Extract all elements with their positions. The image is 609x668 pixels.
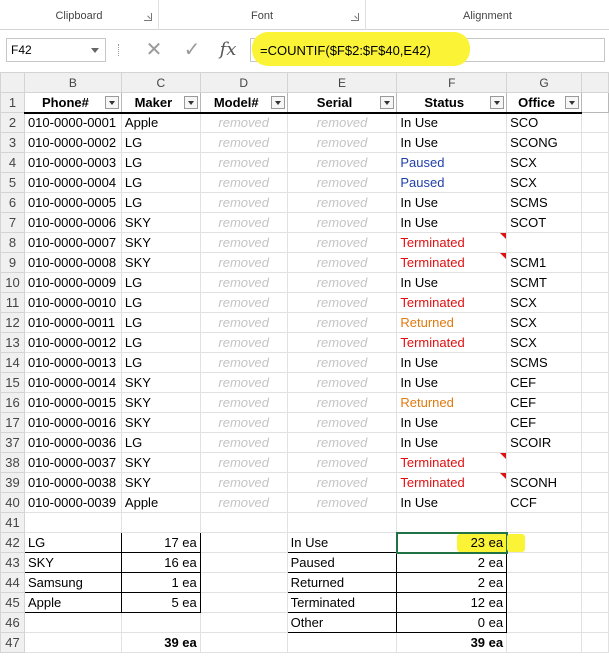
maker-total[interactable]: 39 ea xyxy=(121,633,200,653)
office-cell[interactable]: SCONH xyxy=(507,473,582,493)
table-row xyxy=(1,253,609,273)
maker-cell[interactable]: LG xyxy=(121,273,200,293)
cell[interactable] xyxy=(582,593,609,613)
model-cell[interactable]: removed xyxy=(200,253,287,273)
office-cell[interactable]: SCX xyxy=(507,293,582,313)
office-cell[interactable]: SCX xyxy=(507,153,582,173)
maker-cell[interactable]: LG xyxy=(121,173,200,193)
maker-cell[interactable]: SKY xyxy=(121,213,200,233)
summary-maker-label[interactable] xyxy=(24,613,121,633)
worksheet-table xyxy=(0,72,609,653)
column-header-c[interactable]: C xyxy=(121,73,200,93)
summary-maker-count[interactable]: 1 ea xyxy=(121,573,200,593)
office-cell[interactable]: CEF xyxy=(507,393,582,413)
office-cell[interactable]: SCOIR xyxy=(507,433,582,453)
cell[interactable] xyxy=(582,353,609,373)
status-cell[interactable]: Terminated xyxy=(397,333,507,353)
status-cell[interactable]: Paused xyxy=(397,153,507,173)
table-row xyxy=(1,333,609,353)
summary-status-label[interactable]: Terminated xyxy=(287,593,397,613)
row-header[interactable]: 38 xyxy=(1,453,25,473)
serial-cell[interactable]: removed xyxy=(287,173,397,193)
cell[interactable] xyxy=(507,613,582,633)
summary-row xyxy=(1,553,609,573)
header-serial[interactable] xyxy=(287,93,397,113)
summary-maker-count[interactable]: 17 ea xyxy=(121,533,200,553)
spreadsheet-grid xyxy=(0,72,609,668)
row-header[interactable]: 6 xyxy=(1,193,25,213)
table-row xyxy=(1,213,609,233)
summary-row xyxy=(1,573,609,593)
cell[interactable] xyxy=(507,593,582,613)
table-row xyxy=(1,113,609,133)
summary-maker-count[interactable]: 16 ea xyxy=(121,553,200,573)
cell[interactable] xyxy=(507,573,582,593)
summary-maker-label[interactable]: SKY xyxy=(24,553,121,573)
cell[interactable] xyxy=(582,153,609,173)
status-cell[interactable]: In Use xyxy=(397,353,507,373)
column-header-d[interactable]: D xyxy=(200,73,287,93)
model-cell[interactable]: removed xyxy=(200,493,287,513)
status-cell[interactable]: Terminated xyxy=(397,473,507,493)
header-model[interactable] xyxy=(200,93,287,113)
column-header-e[interactable]: E xyxy=(287,73,397,93)
serial-cell[interactable]: removed xyxy=(287,413,397,433)
phone-cell[interactable]: 010-0000-0037 xyxy=(24,453,121,473)
cell[interactable] xyxy=(200,613,287,633)
model-cell[interactable]: removed xyxy=(200,393,287,413)
summary-total-row xyxy=(1,633,609,653)
chevron-down-icon[interactable] xyxy=(91,48,99,53)
cell[interactable] xyxy=(507,553,582,573)
filter-dropdown-icon[interactable] xyxy=(490,96,504,109)
cell[interactable] xyxy=(582,193,609,213)
cell-highlight xyxy=(507,534,525,552)
maker-cell[interactable]: SKY xyxy=(121,253,200,273)
status-cell[interactable]: In Use xyxy=(397,373,507,393)
table-row xyxy=(1,313,609,333)
header-phone[interactable] xyxy=(24,93,121,113)
row-header[interactable]: 2 xyxy=(1,113,25,133)
row-header[interactable]: 45 xyxy=(1,593,25,613)
cell[interactable] xyxy=(200,513,287,533)
phone-cell[interactable]: 010-0000-0003 xyxy=(24,153,121,173)
maker-cell[interactable]: SKY xyxy=(121,453,200,473)
row-header[interactable]: 8 xyxy=(1,233,25,253)
table-row xyxy=(1,133,609,153)
column-header-g[interactable]: G xyxy=(507,73,582,93)
summary-maker-label[interactable]: Samsung xyxy=(24,573,121,593)
status-cell[interactable]: Terminated xyxy=(397,453,507,473)
model-cell[interactable]: removed xyxy=(200,213,287,233)
table-row xyxy=(1,233,609,253)
header-label: Office xyxy=(518,94,555,110)
summary-status-label[interactable]: Paused xyxy=(287,553,397,573)
phone-cell[interactable]: 010-0000-0002 xyxy=(24,133,121,153)
office-cell[interactable]: CEF xyxy=(507,373,582,393)
cell[interactable] xyxy=(582,113,609,133)
phone-cell[interactable]: 010-0000-0007 xyxy=(24,233,121,253)
cancel-icon[interactable]: ✕ xyxy=(145,39,163,61)
cell[interactable] xyxy=(582,273,609,293)
cell[interactable] xyxy=(582,413,609,433)
cell[interactable] xyxy=(582,333,609,353)
serial-cell[interactable]: removed xyxy=(287,313,397,333)
maker-cell[interactable]: LG xyxy=(121,353,200,373)
header-label: Phone# xyxy=(41,94,89,110)
model-cell[interactable]: removed xyxy=(200,233,287,253)
summary-maker-count[interactable]: 5 ea xyxy=(121,593,200,613)
office-cell[interactable]: SCMS xyxy=(507,353,582,373)
model-cell[interactable]: removed xyxy=(200,433,287,453)
serial-cell[interactable]: removed xyxy=(287,393,397,413)
model-cell[interactable]: removed xyxy=(200,153,287,173)
phone-cell[interactable]: 010-0000-0004 xyxy=(24,173,121,193)
office-cell[interactable]: SCONG xyxy=(507,133,582,153)
summary-status-label[interactable]: In Use xyxy=(287,533,397,553)
column-header-h[interactable] xyxy=(582,73,609,93)
cell[interactable] xyxy=(200,633,287,653)
maker-cell[interactable]: LG xyxy=(121,153,200,173)
cell[interactable] xyxy=(582,533,609,553)
formula-text[interactable]: =COUNTIF($F$2:$F$40,E42) xyxy=(260,43,431,58)
row-header[interactable]: 17 xyxy=(1,413,25,433)
serial-cell[interactable]: removed xyxy=(287,213,397,233)
cell[interactable] xyxy=(507,533,582,553)
row-header[interactable]: 1 xyxy=(1,93,25,113)
name-box[interactable] xyxy=(6,38,106,62)
status-cell[interactable]: Terminated xyxy=(397,233,507,253)
cell[interactable] xyxy=(397,513,507,533)
cell[interactable] xyxy=(121,513,200,533)
phone-cell[interactable]: 010-0000-0010 xyxy=(24,293,121,313)
serial-cell[interactable]: removed xyxy=(287,433,397,453)
cell[interactable] xyxy=(582,493,609,513)
status-cell[interactable]: Returned xyxy=(397,313,507,333)
model-cell[interactable]: removed xyxy=(200,453,287,473)
row-header[interactable]: 44 xyxy=(1,573,25,593)
ribbon xyxy=(0,0,609,30)
row-header[interactable]: 40 xyxy=(1,493,25,513)
row-header[interactable]: 12 xyxy=(1,313,25,333)
cell[interactable] xyxy=(582,173,609,193)
office-cell[interactable]: SCO xyxy=(507,113,582,133)
active-cell-value: 23 ea xyxy=(470,535,504,550)
table-row xyxy=(1,273,609,293)
cell[interactable] xyxy=(507,513,582,533)
ribbon-group-label: Font xyxy=(250,10,273,22)
maker-cell[interactable]: LG xyxy=(121,313,200,333)
phone-cell[interactable]: 010-0000-0008 xyxy=(24,253,121,273)
status-cell[interactable]: In Use xyxy=(397,273,507,293)
serial-cell[interactable]: removed xyxy=(287,233,397,253)
maker-cell[interactable]: SKY xyxy=(121,473,200,493)
maker-cell[interactable]: LG xyxy=(121,433,200,453)
office-cell[interactable] xyxy=(507,233,582,253)
status-cell[interactable]: In Use xyxy=(397,413,507,433)
summary-status-count[interactable]: 12 ea xyxy=(397,593,507,613)
status-cell[interactable]: In Use xyxy=(397,433,507,453)
row-header[interactable]: 3 xyxy=(1,133,25,153)
status-cell[interactable]: Terminated xyxy=(397,293,507,313)
column-header-row xyxy=(1,73,609,93)
summary-status-count[interactable] xyxy=(397,533,507,553)
row-header[interactable]: 15 xyxy=(1,373,25,393)
serial-cell[interactable]: removed xyxy=(287,133,397,153)
summary-row xyxy=(1,593,609,613)
office-cell[interactable]: CEF xyxy=(507,413,582,433)
phone-cell[interactable]: 010-0000-0016 xyxy=(24,413,121,433)
filter-dropdown-icon[interactable] xyxy=(565,96,579,109)
serial-cell[interactable]: removed xyxy=(287,273,397,293)
row-header[interactable]: 39 xyxy=(1,473,25,493)
phone-cell[interactable]: 010-0000-0006 xyxy=(24,213,121,233)
table-row xyxy=(1,373,609,393)
cell[interactable] xyxy=(24,633,121,653)
cell[interactable] xyxy=(582,133,609,153)
status-cell[interactable]: In Use xyxy=(397,113,507,133)
header-label: Serial xyxy=(316,94,353,110)
model-cell[interactable]: removed xyxy=(200,273,287,293)
maker-cell[interactable]: SKY xyxy=(121,373,200,393)
maker-cell[interactable]: LG xyxy=(121,193,200,213)
dialog-launcher-icon[interactable] xyxy=(144,13,152,21)
office-cell[interactable]: SCMT xyxy=(507,273,582,293)
maker-cell[interactable]: Apple xyxy=(121,493,200,513)
row-header[interactable]: 4 xyxy=(1,153,25,173)
serial-cell[interactable]: removed xyxy=(287,153,397,173)
model-cell[interactable]: removed xyxy=(200,413,287,433)
status-cell[interactable]: Paused xyxy=(397,173,507,193)
summary-maker-label[interactable]: LG xyxy=(24,533,121,553)
model-cell[interactable]: removed xyxy=(200,473,287,493)
office-cell[interactable]: SCX xyxy=(507,333,582,353)
dialog-launcher-icon[interactable] xyxy=(351,13,359,21)
cell[interactable] xyxy=(582,393,609,413)
model-cell[interactable]: removed xyxy=(200,293,287,313)
enter-icon[interactable]: ✓ xyxy=(183,39,201,61)
ribbon-group-label: Alignment xyxy=(463,10,512,22)
row-header[interactable]: 7 xyxy=(1,213,25,233)
serial-cell[interactable]: removed xyxy=(287,113,397,133)
cell[interactable] xyxy=(582,213,609,233)
cell[interactable] xyxy=(582,453,609,473)
cell[interactable] xyxy=(582,473,609,493)
table-row xyxy=(1,493,609,513)
row-header[interactable]: 9 xyxy=(1,253,25,273)
summary-status-label[interactable]: Returned xyxy=(287,573,397,593)
cell[interactable] xyxy=(582,553,609,573)
cell[interactable] xyxy=(287,513,397,533)
model-cell[interactable]: removed xyxy=(200,193,287,213)
serial-cell[interactable]: removed xyxy=(287,373,397,393)
cell[interactable] xyxy=(582,513,609,533)
table-row xyxy=(1,413,609,433)
model-cell[interactable]: removed xyxy=(200,133,287,153)
serial-cell[interactable]: removed xyxy=(287,493,397,513)
cell[interactable] xyxy=(582,373,609,393)
ribbon-group-clipboard xyxy=(0,0,158,30)
table-row xyxy=(1,173,609,193)
office-cell[interactable]: SCX xyxy=(507,173,582,193)
serial-cell[interactable]: removed xyxy=(287,353,397,373)
cell[interactable] xyxy=(24,513,121,533)
cell[interactable] xyxy=(582,253,609,273)
row-header[interactable]: 46 xyxy=(1,613,25,633)
model-cell[interactable]: removed xyxy=(200,313,287,333)
column-header-f[interactable]: F xyxy=(397,73,507,93)
maker-cell[interactable]: Apple xyxy=(121,113,200,133)
model-cell[interactable]: removed xyxy=(200,353,287,373)
formula-bar xyxy=(0,30,609,70)
header-label: Maker xyxy=(134,94,173,110)
cell[interactable] xyxy=(200,553,287,573)
phone-cell[interactable]: 010-0000-0038 xyxy=(24,473,121,493)
header-label: Status xyxy=(424,94,465,110)
status-cell[interactable]: In Use xyxy=(397,493,507,513)
name-box-value: F42 xyxy=(11,43,32,57)
table-row xyxy=(1,293,609,313)
model-cell[interactable]: removed xyxy=(200,373,287,393)
office-cell[interactable] xyxy=(507,453,582,473)
filter-sort-icon[interactable] xyxy=(105,96,119,109)
table-row xyxy=(1,453,609,473)
row-header[interactable]: 43 xyxy=(1,553,25,573)
office-cell[interactable]: SCOT xyxy=(507,213,582,233)
row-header[interactable]: 16 xyxy=(1,393,25,413)
phone-cell[interactable]: 010-0000-0001 xyxy=(24,113,121,133)
header-label: Model# xyxy=(213,94,259,110)
cell[interactable] xyxy=(287,633,397,653)
cell[interactable] xyxy=(507,633,582,653)
ribbon-group-label: Clipboard xyxy=(55,10,103,22)
phone-cell[interactable]: 010-0000-0009 xyxy=(24,273,121,293)
table-row xyxy=(1,473,609,493)
maker-cell[interactable]: LG xyxy=(121,333,200,353)
insert-function-icon[interactable]: fx xyxy=(219,39,237,60)
cell[interactable] xyxy=(582,613,609,633)
status-cell[interactable]: Returned xyxy=(397,393,507,413)
cell[interactable] xyxy=(200,593,287,613)
summary-row xyxy=(1,613,609,633)
formula-bar-grip[interactable] xyxy=(118,44,121,56)
serial-cell[interactable]: removed xyxy=(287,333,397,353)
row-header[interactable]: 10 xyxy=(1,273,25,293)
cell[interactable] xyxy=(200,533,287,553)
status-cell[interactable]: In Use xyxy=(397,193,507,213)
table-header-row xyxy=(1,93,609,113)
cell[interactable] xyxy=(582,93,609,113)
column-header-b[interactable]: B xyxy=(24,73,121,93)
row-header[interactable]: 41 xyxy=(1,513,25,533)
status-total[interactable]: 39 ea xyxy=(397,633,507,653)
phone-cell[interactable]: 010-0000-0005 xyxy=(24,193,121,213)
status-cell[interactable]: Terminated xyxy=(397,253,507,273)
cell[interactable] xyxy=(582,313,609,333)
maker-cell[interactable]: SKY xyxy=(121,393,200,413)
serial-cell[interactable]: removed xyxy=(287,293,397,313)
summary-status-label[interactable]: Other xyxy=(287,613,397,633)
cell[interactable] xyxy=(582,633,609,653)
serial-cell[interactable]: removed xyxy=(287,193,397,213)
cell[interactable] xyxy=(582,573,609,593)
serial-cell[interactable]: removed xyxy=(287,473,397,493)
cell[interactable] xyxy=(200,573,287,593)
table-row xyxy=(1,153,609,173)
cell[interactable] xyxy=(582,233,609,253)
phone-cell[interactable]: 010-0000-0036 xyxy=(24,433,121,453)
summary-status-count[interactable]: 2 ea xyxy=(397,553,507,573)
row-header[interactable]: 13 xyxy=(1,333,25,353)
maker-cell[interactable]: SKY xyxy=(121,233,200,253)
cell[interactable] xyxy=(582,293,609,313)
table-row xyxy=(1,353,609,373)
row-header[interactable]: 37 xyxy=(1,433,25,453)
summary-maker-count[interactable] xyxy=(121,613,200,633)
summary-status-count[interactable]: 0 ea xyxy=(397,613,507,633)
row-header[interactable]: 14 xyxy=(1,353,25,373)
serial-cell[interactable]: removed xyxy=(287,453,397,473)
row-header[interactable]: 42 xyxy=(1,533,25,553)
ribbon-group-alignment xyxy=(366,0,609,30)
header-status[interactable] xyxy=(397,93,507,113)
header-maker[interactable] xyxy=(121,93,200,113)
summary-maker-label[interactable]: Apple xyxy=(24,593,121,613)
filter-dropdown-icon[interactable] xyxy=(380,96,394,109)
phone-cell[interactable]: 010-0000-0039 xyxy=(24,493,121,513)
maker-cell[interactable]: LG xyxy=(121,133,200,153)
cell[interactable] xyxy=(582,433,609,453)
summary-row xyxy=(1,533,609,553)
row-header[interactable]: 47 xyxy=(1,633,25,653)
maker-cell[interactable]: SKY xyxy=(121,413,200,433)
model-cell[interactable]: removed xyxy=(200,333,287,353)
phone-cell[interactable]: 010-0000-0012 xyxy=(24,333,121,353)
row-header[interactable]: 5 xyxy=(1,173,25,193)
phone-cell[interactable]: 010-0000-0015 xyxy=(24,393,121,413)
office-cell[interactable]: SCMS xyxy=(507,193,582,213)
office-cell[interactable]: CCF xyxy=(507,493,582,513)
maker-cell[interactable]: LG xyxy=(121,293,200,313)
header-office[interactable] xyxy=(507,93,582,113)
filter-dropdown-icon[interactable] xyxy=(184,96,198,109)
row-header[interactable]: 11 xyxy=(1,293,25,313)
phone-cell[interactable]: 010-0000-0014 xyxy=(24,373,121,393)
model-cell[interactable]: removed xyxy=(200,113,287,133)
status-cell[interactable]: In Use xyxy=(397,133,507,153)
ribbon-group-font xyxy=(159,0,365,30)
phone-cell[interactable]: 010-0000-0013 xyxy=(24,353,121,373)
table-row xyxy=(1,193,609,213)
table-row-empty xyxy=(1,513,609,533)
office-cell[interactable]: SCM1 xyxy=(507,253,582,273)
table-row xyxy=(1,433,609,453)
status-cell[interactable]: In Use xyxy=(397,213,507,233)
serial-cell[interactable]: removed xyxy=(287,253,397,273)
office-cell[interactable]: SCX xyxy=(507,313,582,333)
table-row xyxy=(1,393,609,413)
summary-status-count[interactable]: 2 ea xyxy=(397,573,507,593)
select-all-corner[interactable] xyxy=(1,73,25,93)
model-cell[interactable]: removed xyxy=(200,173,287,193)
phone-cell[interactable]: 010-0000-0011 xyxy=(24,313,121,333)
filter-dropdown-icon[interactable] xyxy=(271,96,285,109)
